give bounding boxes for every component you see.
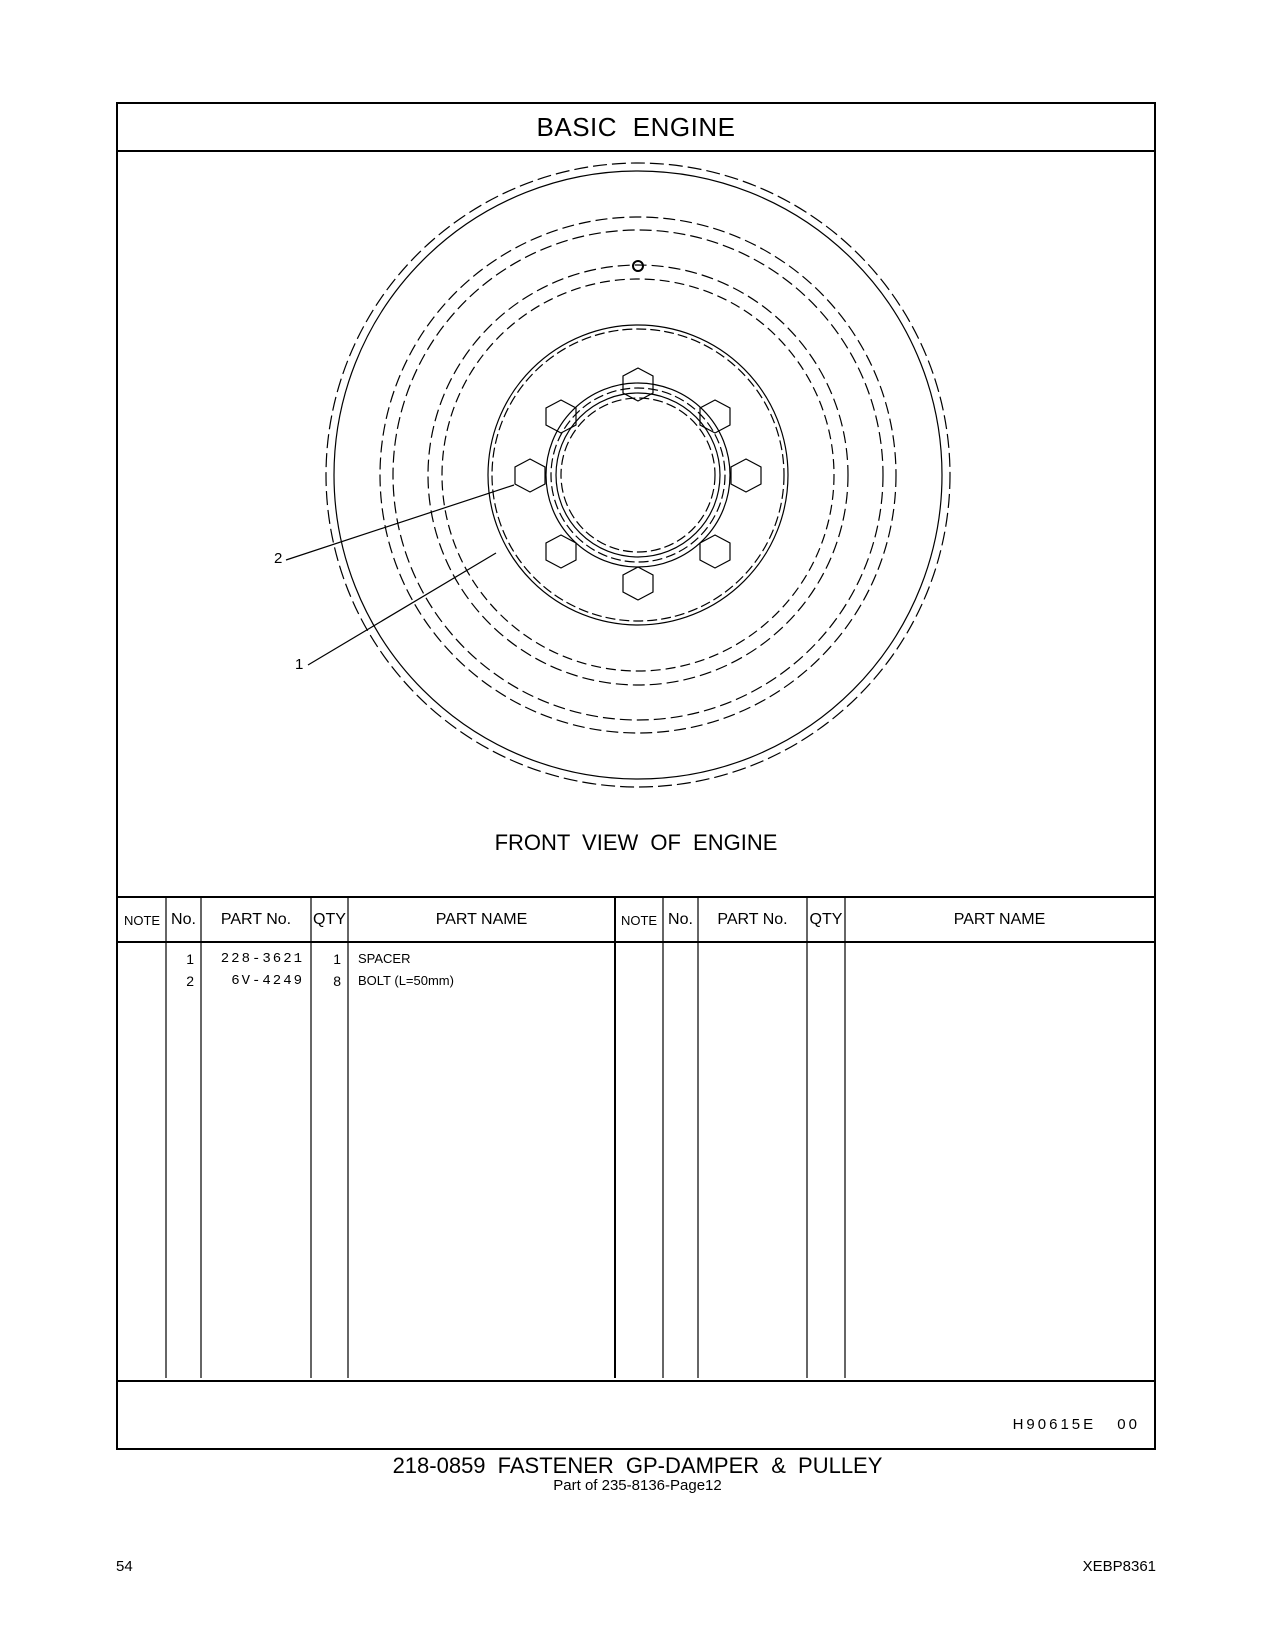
callout-1: 1 — [295, 656, 304, 673]
header-part-no-left: PART No. — [220, 911, 292, 928]
parts-table — [118, 896, 1154, 1382]
outer-ring-1 — [326, 163, 950, 787]
bore-ring-1 — [546, 383, 730, 567]
row-part-no: 6V-4249 — [231, 973, 304, 989]
timing-hole — [633, 261, 643, 271]
parts-page-frame — [116, 102, 1156, 1450]
middle-ring-4 — [442, 279, 834, 671]
bore-ring-2 — [551, 388, 725, 562]
row-no: 2 — [186, 973, 194, 989]
header-part-no-right: PART No. — [717, 911, 788, 928]
row-part-name: SPACER — [358, 951, 411, 966]
outer-ring-2 — [334, 171, 942, 779]
document-id: XEBP8361 — [1082, 1558, 1156, 1575]
header-part-name-right: PART NAME — [953, 911, 1046, 928]
group-title: 218-0859 FASTENER GP-DAMPER & PULLEY — [392, 1453, 883, 1478]
row-qty: 8 — [333, 973, 341, 989]
header-note-left: NOTE — [123, 912, 161, 928]
bore-ring-3 — [556, 393, 720, 557]
engine-front-view-drawing — [118, 150, 1154, 896]
row-part-no: 228-3621 — [220, 951, 304, 967]
group-subtitle: Part of 235-8136-Page12 — [553, 1477, 722, 1494]
row-part-name: BOLT (L=50mm) — [358, 973, 454, 988]
middle-ring-1 — [380, 217, 896, 733]
header-no-left: No. — [171, 911, 196, 928]
header-qty-left: QTY — [313, 911, 346, 928]
hub-ring — [488, 325, 788, 625]
bore-ring-4 — [561, 398, 715, 552]
middle-ring-2 — [393, 230, 883, 720]
header-no-right: No. — [668, 911, 693, 928]
row-no: 1 — [186, 951, 194, 967]
drawing-code: H90615E 00 — [1012, 1416, 1140, 1433]
row-qty: 1 — [333, 951, 341, 967]
header-note-right: NOTE — [620, 912, 658, 928]
header-qty-right: QTY — [809, 911, 843, 928]
view-caption: FRONT VIEW OF ENGINE — [494, 830, 778, 855]
header-part-name-left: PART NAME — [435, 911, 528, 928]
leader-line-2 — [286, 485, 514, 560]
hub-ring-dashed — [492, 329, 784, 621]
leader-line-1 — [308, 553, 496, 665]
pulley-illustration — [118, 150, 1154, 896]
callout-2: 2 — [274, 550, 283, 567]
page-number: 54 — [116, 1558, 133, 1575]
section-title: BASIC ENGINE — [118, 104, 1154, 152]
middle-ring-3 — [428, 265, 848, 685]
